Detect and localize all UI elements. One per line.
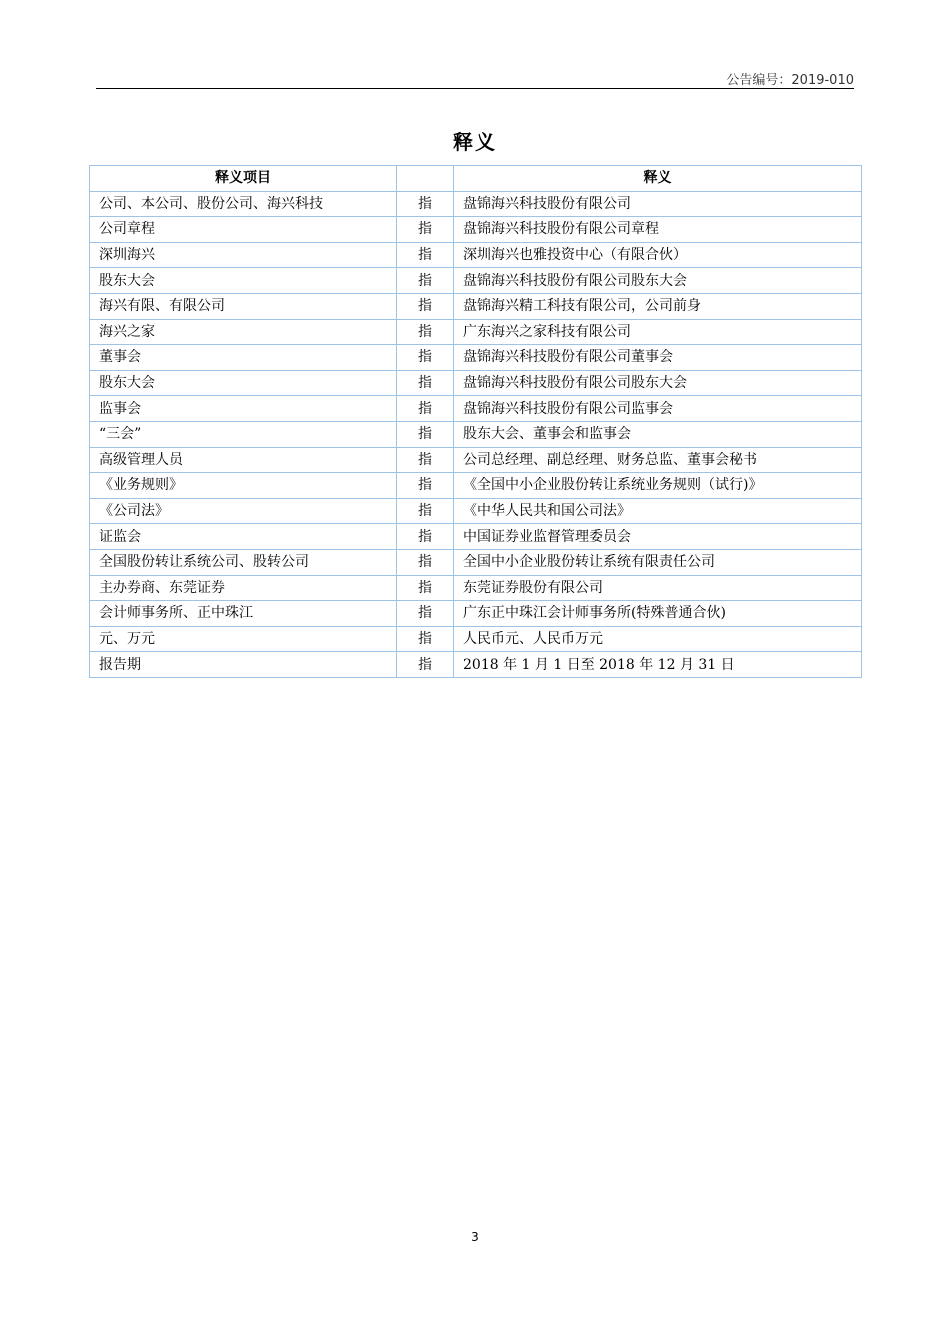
cell-term: 主办券商、东莞证券 — [90, 575, 397, 601]
cell-definition: 2018 年 1 月 1 日至 2018 年 12 月 31 日 — [454, 652, 862, 678]
cell-definition: 盘锦海兴科技股份有限公司章程 — [454, 217, 862, 243]
cell-definition: 《全国中小企业股份转让系统业务规则（试行)》 — [454, 473, 862, 499]
cell-pointer: 指 — [397, 217, 454, 243]
table-row — [90, 319, 862, 345]
table-body — [90, 191, 862, 677]
cell-definition: 深圳海兴也雅投资中心（有限合伙） — [454, 242, 862, 268]
announcement-number: 公告编号：2019-010 — [726, 73, 854, 88]
cell-term: 海兴之家 — [90, 319, 397, 345]
cell-pointer: 指 — [397, 601, 454, 627]
cell-pointer: 指 — [397, 268, 454, 294]
cell-term: 股东大会 — [90, 268, 397, 294]
table-row — [90, 370, 862, 396]
cell-definition: 全国中小企业股份转让系统有限责任公司 — [454, 549, 862, 575]
table-row — [90, 293, 862, 319]
header-rule — [96, 88, 854, 89]
cell-term: 深圳海兴 — [90, 242, 397, 268]
cell-term: 报告期 — [90, 652, 397, 678]
table-row — [90, 421, 862, 447]
page-number: 3 — [471, 1230, 479, 1244]
table-row — [90, 242, 862, 268]
cell-pointer: 指 — [397, 421, 454, 447]
cell-pointer: 指 — [397, 549, 454, 575]
cell-term: 高级管理人员 — [90, 447, 397, 473]
cell-pointer: 指 — [397, 447, 454, 473]
cell-term: 《公司法》 — [90, 498, 397, 524]
cell-term: 董事会 — [90, 345, 397, 371]
cell-pointer: 指 — [397, 652, 454, 678]
cell-definition: 盘锦海兴科技股份有限公司股东大会 — [454, 268, 862, 294]
page-title: 释义 — [453, 130, 497, 154]
cell-definition: 公司总经理、副总经理、财务总监、董事会秘书 — [454, 447, 862, 473]
cell-term: 会计师事务所、正中珠江 — [90, 601, 397, 627]
cell-definition: 广东海兴之家科技有限公司 — [454, 319, 862, 345]
cell-pointer: 指 — [397, 319, 454, 345]
cell-term: 元、万元 — [90, 626, 397, 652]
table-row — [90, 191, 862, 217]
cell-term: 公司章程 — [90, 217, 397, 243]
cell-definition: 盘锦海兴科技股份有限公司股东大会 — [454, 370, 862, 396]
cell-term: 全国股份转让系统公司、股转公司 — [90, 549, 397, 575]
table-row — [90, 268, 862, 294]
column-header-definition: 释义 — [454, 166, 862, 192]
cell-pointer: 指 — [397, 345, 454, 371]
cell-pointer: 指 — [397, 626, 454, 652]
cell-definition: 盘锦海兴科技股份有限公司董事会 — [454, 345, 862, 371]
table-row — [90, 345, 862, 371]
cell-definition: 中国证券业监督管理委员会 — [454, 524, 862, 550]
table-row — [90, 601, 862, 627]
table-row — [90, 549, 862, 575]
cell-term: 股东大会 — [90, 370, 397, 396]
column-header-pointer — [397, 166, 454, 192]
table-row — [90, 524, 862, 550]
cell-definition: 股东大会、董事会和监事会 — [454, 421, 862, 447]
cell-pointer: 指 — [397, 293, 454, 319]
cell-pointer: 指 — [397, 370, 454, 396]
table-row — [90, 447, 862, 473]
cell-pointer: 指 — [397, 524, 454, 550]
cell-definition: 广东正中珠江会计师事务所(特殊普通合伙) — [454, 601, 862, 627]
cell-term: 监事会 — [90, 396, 397, 422]
definitions-table — [89, 165, 862, 678]
cell-term: 公司、本公司、股份公司、海兴科技 — [90, 191, 397, 217]
cell-term: 证监会 — [90, 524, 397, 550]
cell-term: 《业务规则》 — [90, 473, 397, 499]
table-row — [90, 575, 862, 601]
table-row — [90, 626, 862, 652]
cell-definition: 东莞证券股份有限公司 — [454, 575, 862, 601]
column-header-term: 释义项目 — [90, 166, 397, 192]
cell-definition: 《中华人民共和国公司法》 — [454, 498, 862, 524]
cell-term: 海兴有限、有限公司 — [90, 293, 397, 319]
table-row — [90, 396, 862, 422]
cell-definition: 人民币元、人民币万元 — [454, 626, 862, 652]
cell-pointer: 指 — [397, 575, 454, 601]
cell-definition: 盘锦海兴科技股份有限公司 — [454, 191, 862, 217]
table-header-row — [90, 166, 862, 192]
cell-pointer: 指 — [397, 242, 454, 268]
table-row — [90, 217, 862, 243]
table-row — [90, 498, 862, 524]
table-row — [90, 652, 862, 678]
cell-definition: 盘锦海兴科技股份有限公司监事会 — [454, 396, 862, 422]
cell-pointer: 指 — [397, 498, 454, 524]
cell-pointer: 指 — [397, 396, 454, 422]
table-row — [90, 473, 862, 499]
cell-pointer: 指 — [397, 473, 454, 499]
cell-term: “三会” — [90, 421, 397, 447]
cell-pointer: 指 — [397, 191, 454, 217]
cell-definition: 盘锦海兴精工科技有限公司，公司前身 — [454, 293, 862, 319]
